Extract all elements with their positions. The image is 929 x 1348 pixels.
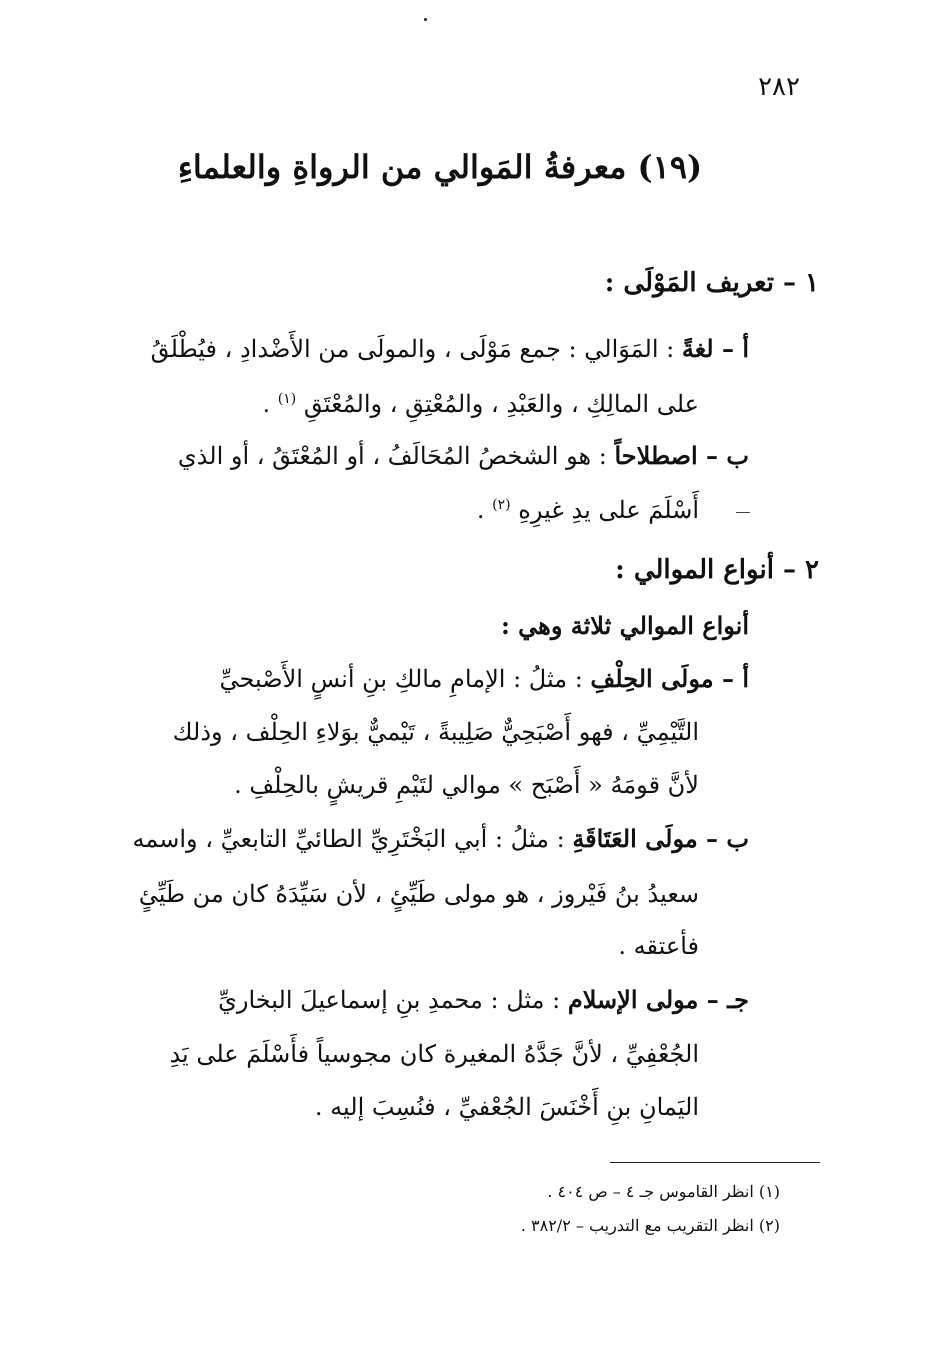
s1-a-label: أ – لغةً: [681, 334, 749, 363]
s1-a-line1: [151, 335, 749, 364]
s2-a-text1: : مثلُ : الإمامِ مالكِ بنِ أنسٍ الأَصْبحيِّ: [219, 665, 583, 693]
s1-b-line2: أَسْلَمَ على يدِ غيرِهِ $^{(٢)}$ .: [476, 496, 699, 524]
s2-a-label: أ – مولَى الحِلْفِ: [590, 664, 749, 693]
s2-b-line1: [133, 825, 749, 854]
s1-a-line2: على المالِكِ ، والعَبْدِ ، والمُعْتِقِ ، والمُعْتَقِ $^{(١)}$ .: [262, 390, 699, 418]
s2-b-label: ب – مولَى العَتَاقَةِ: [572, 824, 749, 853]
dash-mark: [736, 512, 750, 513]
footnote-1: (١) انظر القاموس جـ ٤ – ص ٤٠٤ .: [547, 1182, 780, 1201]
section2-heading: ٢ – أنواع الموالي :: [615, 555, 819, 585]
s2-b-line3: فأعتقه .: [618, 932, 699, 960]
footnote-2: (٢) انظر التقريب مع التدريب – ٣٨٢/٢ .: [520, 1216, 780, 1235]
page-number: ٢٨٢: [758, 72, 800, 102]
s1-a-text2: على المالِكِ ، والعَبْدِ ، والمُعْتِقِ ، والمُعْتَقِ: [303, 390, 699, 418]
s1-b-text2: أَسْلَمَ على يدِ غيرِهِ: [518, 496, 699, 524]
s1-b-label: ب – اصطلاحاً: [614, 441, 749, 470]
chapter-title: (١٩) معرفةُ المَوالي من الرواةِ والعلماءِ: [177, 148, 703, 186]
section1-heading: ١ – تعريف المَوْلَى :: [604, 268, 819, 298]
s1-a-text1: : المَوَالي : جمع مَوْلَى ، والمولَى من الأَضْدادِ ، فيُطْلَقُ: [150, 335, 675, 363]
s2-intro: أنواع الموالي ثلاثة وهي :: [500, 611, 749, 640]
s2-a-line3: لأنَّ قومَهُ « أَصْبَح » موالي لتَيْمِ قريشٍ بالحِلْفِ .: [234, 771, 699, 799]
footnote-ref-2: (٢): [492, 497, 511, 513]
s2-c-line2: الجُعْفِيِّ ، لأنَّ جَدَّهُ المغيرة كان مجوسياً فأَسْلَمَ على يَدِ: [169, 1040, 699, 1068]
s2-a-line1: [219, 665, 749, 694]
s2-a-line2: التَّيْمِيِّ ، فهو أَصْبَحِيٌّ صَلِيبةً ، تَيْميٌّ بوَلاءِ الحِلْف ، وذلك: [172, 718, 699, 746]
s2-b-line2: سعيدُ بنُ فَيْروز ، هو مولى طَيِّئٍ ، لأن سَيِّدَهُ كان من طَيِّئٍ: [138, 880, 699, 908]
s1-b-line1: [178, 442, 749, 471]
s2-b-text1: : مثلُ : أبي البَخْتَرِيِّ الطائيِّ التابعيِّ ، واسمه: [132, 825, 565, 853]
s1-b-text1: : هو الشخصُ المُحَالَفُ ، أو المُعْتَقُ ، أو الذي: [177, 442, 607, 470]
ink-dot: [424, 18, 427, 21]
s2-c-label: جـ – مولى الإسلام: [567, 985, 749, 1014]
s2-c-text1: : مثل : محمدِ بنِ إسماعيلَ البخاريِّ: [218, 986, 561, 1014]
s2-c-line3: اليَمانِ بنِ أَخْنَسَ الجُعْفيِّ ، فنُسِبَ إليه .: [314, 1093, 699, 1121]
footnote-ref-1: (١): [277, 391, 297, 407]
s2-c-line1: [218, 986, 749, 1015]
footnote-separator: [610, 1162, 820, 1163]
